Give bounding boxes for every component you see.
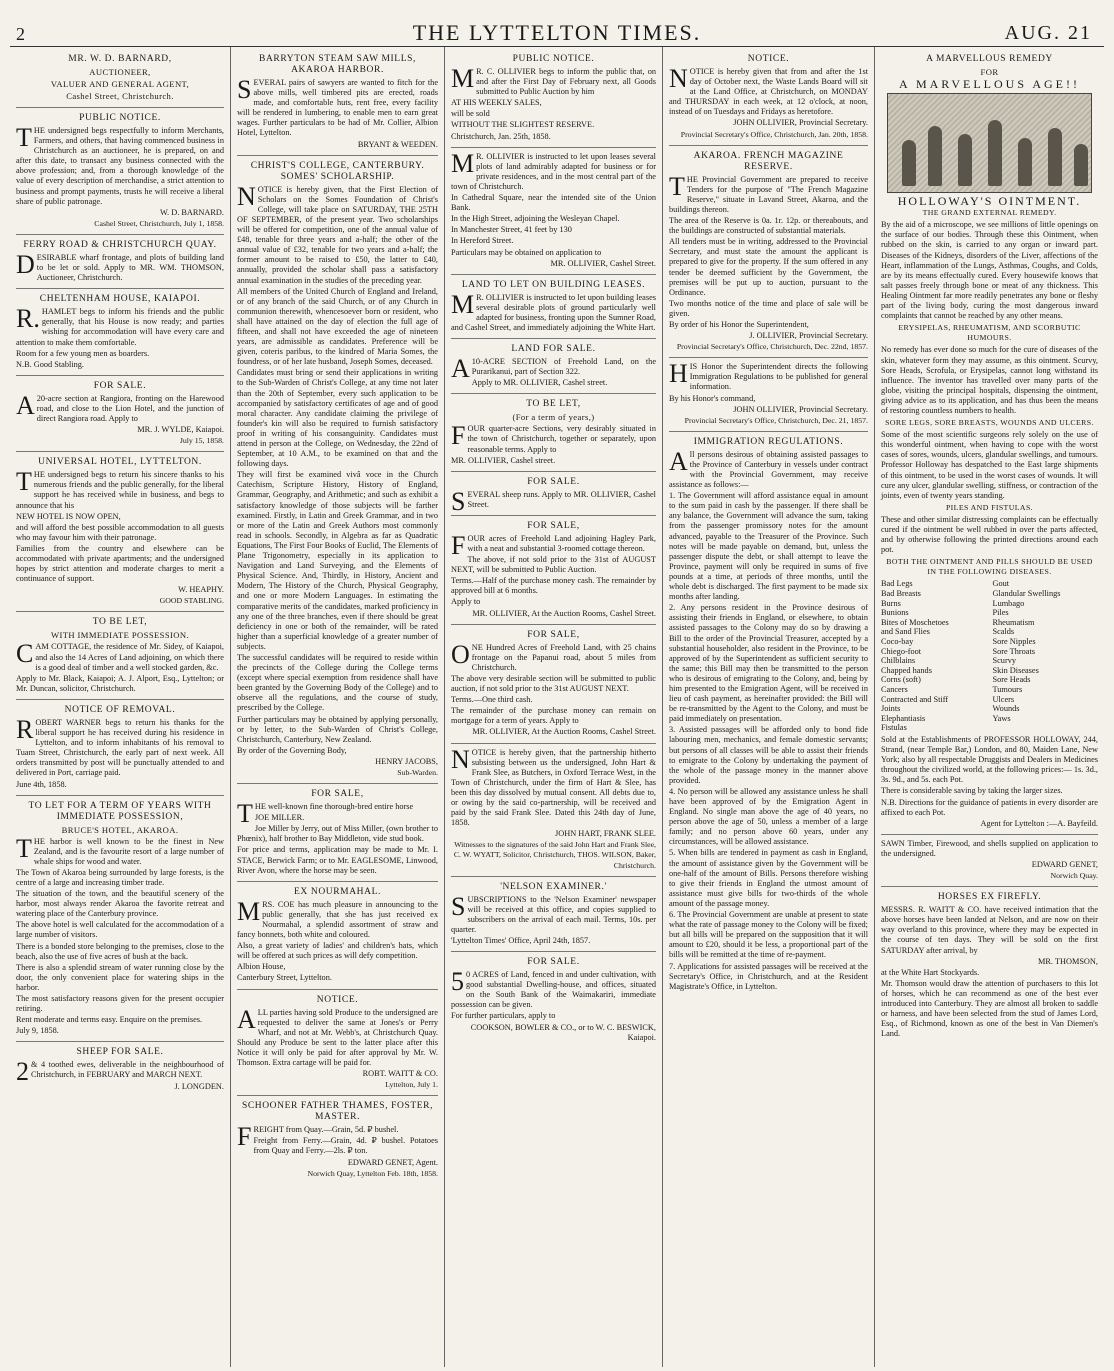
advertisement: [16, 612, 224, 699]
disease-item: Joints: [881, 704, 901, 714]
column-5: [875, 47, 1104, 1367]
ad-body: [669, 359, 868, 403]
ad-paragraph: N.B. Directions for the guidance of patients in every disorder are affixed to each Pot.: [881, 797, 1098, 817]
advertisement: [237, 882, 438, 990]
ad-paragraph: Also, a great variety of ladies' and children's hats, which will be offered at such prices as will defy competition.: [237, 941, 438, 961]
disease-item: Chilblains: [881, 656, 916, 666]
ad-paragraph: WITHOUT THE SLIGHTEST RESERVE.: [451, 120, 595, 130]
ad-paragraph: DESIRABLE wharf frontage, and plots of building land to be let or sold. Apply to MR. WM. THOMSON, Auctioneer, Christchurch.: [16, 249, 224, 283]
ad-line: Cashel Street, Christchurch.: [66, 91, 174, 101]
ad-body: [16, 639, 224, 693]
advertisement: [16, 49, 224, 108]
disease-item: Piles: [992, 608, 1009, 618]
disease-item: Chiego-foot: [881, 646, 922, 656]
ad-paragraph: 3. Assisted passages will be afforded only to bond fide labouring men, mechanics, and female domestic servants; but persons of all classes will be able to assist their friends to emigrate to the Colony by undertaking the payment of the whole of the passage money in the manner above provided.: [669, 725, 868, 785]
ad-paragraph: In Cathedral Square, near the intended site of the Union Bank.: [451, 193, 656, 213]
disease-item: Chapped hands: [881, 665, 932, 675]
ad-title: EX NOURMAHAL.: [294, 886, 381, 897]
ad-body: [16, 249, 224, 283]
ad-title: PUBLIC NOTICE.: [512, 54, 595, 64]
ad-paragraph: SEVERAL pairs of sawyers are wanted to fitch for the above mills, well timbered pits are erected, roads made, and comfortable huts, rent free, every facility will be rendered in lumbering, to enable men to earn great wages. Further particulars to be had of Mr. Collier, Albion Hotel, Lyttelton.: [237, 75, 438, 138]
disease-item: Skin Diseases: [992, 665, 1039, 675]
disease-item: and Sand Flies: [881, 627, 930, 637]
advertisement: [669, 146, 868, 359]
advertisement: [451, 952, 656, 1048]
signature-detail: GOOD STABLING.: [159, 596, 224, 606]
ad-paragraph: 'Lyttelton Times' Office, April 24th, 1857.: [451, 936, 591, 945]
ad-body: [451, 891, 656, 946]
ad-title: FOR SALE,: [311, 789, 364, 800]
newspaper-title: THE LYTTELTON TIMES.: [412, 20, 702, 45]
ad-paragraph: Families from the country and elsewhere can be accommodated with private apartments; and the undersigned hopes by strict attention and moderate charges to merit a continuance of support.: [16, 543, 224, 584]
ad-paragraph: The above very desirable section will be submitted to public auction, if not sold prior to the 31st AUGUST NEXT.: [451, 673, 656, 694]
ad-body: [451, 354, 656, 388]
advertisement: [16, 796, 224, 1043]
advertisement: [237, 1096, 438, 1183]
ad-body: [16, 304, 224, 370]
signature-detail: Lyttelton, July 1.: [385, 1080, 438, 1090]
ad-paragraph: Apply to Mr. Black, Kaiapoi; A. J. Alport, Esq., Lyttelton; or Mr. Duncan, solicitor, Christchurch.: [16, 673, 224, 693]
ad-body: [16, 833, 224, 1037]
ad-paragraph: ALL parties having sold Produce to the undersigned are requested to deliver the same at Jones's or Perry Wharf, and not at Mr. Webb's, at Christchurch Quay. Should any Produce be sent to the latter place after this Notice it will only be paid for after approval by Mr. W. Thomson. Extra cartage will be paid for.: [237, 1004, 438, 1067]
advertisement: [451, 472, 656, 516]
ad-paragraph: All persons desirous of obtaining assisted passages to the Province of Canterbury in vessels under contract with the Provincial Government, may receive assistance as follows:—: [669, 446, 868, 490]
horses-advert: [881, 887, 1098, 1044]
sawn-timber-advert: [881, 835, 1098, 887]
column-1: [10, 47, 231, 1367]
advertisement: [451, 394, 656, 471]
advertisement: [451, 625, 656, 744]
signature: JOHN OLLIVIER, Provincial Secretary.: [733, 118, 868, 128]
ad-body: [669, 171, 868, 330]
disease-item: Sore Throats: [992, 646, 1035, 656]
signature: EDWARD GENET, Agent.: [347, 1157, 438, 1167]
remedy-title: A MARVELLOUS REMEDY: [926, 54, 1053, 64]
ad-title: NOTICE.: [747, 54, 790, 64]
ad-paragraph: Apply to: [451, 597, 481, 607]
ad-paragraph: Two months notice of the time and place of sale will be given.: [669, 298, 868, 318]
ad-body: [451, 64, 656, 142]
column-4: [663, 47, 875, 1367]
ad-paragraph: THE undersigned begs respectfully to inform Merchants, Farmers, and others, that having commenced business in Christchurch as an auctioneer, he is prepared, on and after this date, to transact any business connected with the above profession; and, from a thorough knowledge of the value of every description of merchandise, a strict attention to business and prompt payments, trusts he will receive a liberal share of public patronage.: [16, 123, 224, 206]
advertisement: [16, 289, 224, 376]
ad-paragraph: HIS Honor the Superintendent directs the following Immigration Regulations to be published for general information.: [669, 359, 868, 392]
ad-body: [451, 148, 656, 258]
ad-paragraph: ROBERT WARNER begs to return his thanks for the liberal support he has received during his residence in Lyttelton, and to inform inhabitants of his removal to Tuam Street, Christchurch, the early part of next week. All orders transmitted by post will be punctually attended to and delivered in Port, carriage paid.: [16, 714, 224, 778]
advertisement: [16, 235, 224, 289]
ad-paragraph: SAWN Timber, Firewood, and shells supplied on application to the undersigned.: [881, 838, 1098, 858]
ad-line: AUCTIONEER,: [89, 67, 151, 77]
ad-paragraph: AT HIS WEEKLY SALES,: [451, 98, 542, 108]
advertisement: [669, 358, 868, 432]
ad-paragraph: will be sold: [451, 109, 490, 119]
ad-paragraph: All tenders must be in writing, addressed to the Provincial Secretary, and must state the amount the applicant is prepared to give for the property. If the sum offered in any tender be deemed sufficient by the Government, the premises will be put up to auction, pursuant to the Ordinance.: [669, 237, 868, 297]
signature-detail: Provincial Secretary's Office, Christchurch, Dec. 21, 1857.: [684, 415, 868, 425]
ad-title: LAND TO LET ON BUILDING LEASES.: [461, 279, 646, 290]
ad-paragraph: The Town of Akaroa being surrounded by large forests, is the centre of a large and increasing timber trade.: [16, 867, 224, 887]
ad-title: NOTICE.: [316, 994, 359, 1005]
ad-paragraph: and will afford the best possible accommodation to all guests who may favour him with their patronage.: [16, 522, 224, 542]
ad-body: [237, 75, 438, 139]
ad-paragraph: Rent moderate and terms easy. Enquire on the premises.: [16, 1015, 203, 1025]
advertisement: [669, 49, 868, 146]
ad-paragraph: THE undersigned begs to return his sincere thanks to his numerous friends and the public generally, for the liberal support he has received while in business, and begs to announce that his: [16, 467, 224, 510]
ad-body: [669, 64, 868, 117]
ad-subtitle: (For a term of years,): [512, 412, 595, 423]
ad-paragraph: FOUR quarter-acre Sections, very desirably situated in the town of Christchurch, together or separately, upon reasonable terms. Apply to: [451, 421, 656, 454]
ad-body: [451, 486, 656, 516]
ad-body: [451, 967, 656, 1021]
ad-paragraph: By order of his Honor the Superintendent,: [669, 319, 809, 329]
advertisement: [16, 108, 224, 235]
ad-paragraph: Candidates must bring or send their applications in writing to the Sub-Warden of Christ's College, at any time not later than the 20th of September, every such application to be accompanied by satisfactory certificates of age and of good moral character. Any candidate claiming the privilege of founder's kin will also be required to furnish satisfactory proof in writing of his consanguinity. Candidates must attend in person at the College, on Wednesday, the 22nd of September, at 10 A.M., to be examined on that and the following days.: [237, 368, 438, 469]
ad-title: CHELTENHAM HOUSE, KAIAPOI.: [39, 294, 201, 305]
ad-paragraph: Terms.—Half of the purchase money cash. The remainder by approved bill at 6 months.: [451, 576, 656, 596]
ad-title: MR. W. D. BARNARD,: [68, 54, 172, 64]
issue-date: AUG. 21: [1004, 22, 1092, 44]
disease-item: Sore Heads: [992, 675, 1031, 685]
signature: MR. J. WYLDE, Kaiapoi.: [137, 425, 224, 435]
ad-paragraph: Terms.—One third cash.: [451, 695, 533, 705]
signature-detail: Witnesses to the signatures of the said John Hart and Frank Slee, C. W. WYATT, Solicitor, Christchurch, THOS. WILSON, Baker, Christchurch.: [453, 840, 656, 870]
signature: W. HEAPHY.: [178, 585, 224, 595]
ad-body: [237, 896, 438, 984]
masthead: [10, 14, 1104, 47]
advertisement: [237, 156, 438, 784]
ad-paragraph: Further particulars may be obtained by applying personally, or by letter, to the Sub-Warden of Christ's College, Christchurch, Canterbury, New Zealand.: [237, 714, 438, 744]
disease-item: Scalds: [992, 627, 1015, 637]
engraving-illustration: [887, 93, 1092, 193]
ad-paragraph: NOTICE is hereby given, that the partnership hitherto subsisting between us the undersigned, John Hart & Frank Slee, as Butchers, in Oxford Terrace West, in the Town of Christchurch, under the firm of Hart & Slee, has been this day dissolved by mutual consent. All debts due to, or owing by the said co-partnership, will be received and paid by the said Frank Slee. Dated this 24th day of June, 1858.: [451, 744, 656, 828]
signature-detail: Norwich Quay, Lyttelton Feb. 18th, 1858.: [307, 1168, 438, 1178]
disease-item: Wounds: [992, 704, 1020, 714]
advertisement: [451, 275, 656, 339]
signature-detail: Cashel Street, Christchurch, July 1, 1858.: [94, 218, 224, 228]
signature-detail: Provincial Secretary's Office, Christchurch, Jan. 20th, 1858.: [680, 129, 868, 139]
disease-item: Tumours: [992, 685, 1023, 694]
remedy-age: A MARVELLOUS AGE!!: [898, 77, 1081, 91]
disease-item: Yaws: [992, 713, 1011, 723]
ad-paragraph: There is a bonded store belonging to the premises, close to the beach, also the use of five acres of bush at the back.: [16, 941, 224, 961]
subheading: SORE LEGS, SORE BREASTS, WOUNDS AND ULCERS.: [885, 418, 1094, 428]
disease-item: Cancers: [881, 685, 908, 694]
ad-title: CHRIST'S COLLEGE, CANTERBURY. SOMES' SCHOLARSHIP.: [250, 160, 425, 182]
ad-paragraph: July 9, 1858.: [16, 1026, 59, 1036]
ad-body: [451, 530, 656, 608]
ad-title: FOR SALE.: [93, 380, 147, 391]
ad-paragraph: Room for a few young men as boarders.: [16, 348, 150, 358]
remedy-for: FOR: [980, 67, 999, 77]
ad-body: [669, 446, 868, 992]
ad-paragraph: THE well-known fine thorough-bred entire horse: [237, 799, 414, 829]
signature: JOHN HART, FRANK SLEE.: [555, 829, 656, 839]
ad-paragraph: ONE Hundred Acres of Freehold Land, with 25 chains frontage on the Papanui road, about 5 miles from Christchurch.: [451, 639, 656, 672]
signature: HENRY JACOBS,: [375, 756, 438, 766]
ad-body: [16, 467, 224, 584]
disease-item: Bites of Moschetoes: [881, 617, 949, 627]
ad-paragraph: No remedy has ever done so much for the cure of diseases of the skin, whatever form they may assume, as this ointment. Scurvy, Sore Heads, Scrofula, or Erysipelas, cannot long withstand its influence. The inventor has travelled over many parts of the globe, visiting the principal hospitals, dispensing the ointment, giving advice as to its application, and has thus been the means of restoring countless numbers to health.: [881, 345, 1098, 415]
ad-body: [16, 714, 224, 790]
ad-body: [237, 181, 438, 756]
signature: MR. OLLIVIER, At the Auction Rooms, Cashel Street.: [472, 608, 656, 618]
signature: J. OLLIVIER, Provincial Secretary.: [749, 331, 868, 341]
holloway-ointment-title: HOLLOWAY'S OINTMENT.: [897, 194, 1082, 209]
page-number: 2: [16, 24, 25, 44]
ad-paragraph: The successful candidates will be required to reside within the precincts of the College during the College terms (except where special exemption from residence shall have been granted by the Governing Body of the College) and to observe all the regulations, and the course of study, prescribed by the College.: [237, 652, 438, 713]
ad-paragraph: In Hereford Street.: [451, 236, 514, 246]
advertisement: [237, 990, 438, 1097]
ad-paragraph: NOTICE is hereby given, that the First Election of Scholars on the Somes Foundation of Christ's College, will take place on SATURDAY, THE 25TH OF SEPTEMBER, of the present year. Two scholarships will be offered for competition, one of the annual value of £48, tenable for three years and a-half; the other of the annual value of £32, tenable for two years and a-half; the former amount to be raised to £50, the latter to £40, annually, provided the scholar shall pass a satisfactory annual examination in the studies of the preceding year.: [237, 181, 438, 285]
columns: [10, 47, 1104, 1367]
ad-title: 'NELSON EXAMINER.': [500, 881, 607, 892]
signature: MR. OLLIVIER, Cashel Street.: [550, 258, 656, 268]
ad-title: TO LET FOR A TERM OF YEARS WITH IMMEDIATE POSSESSION,: [28, 800, 212, 822]
ad-paragraph: R.HAMLET begs to inform his friends and the public generally, that his House is now ready; and parties wishing for accommodation will have every care and attention to make them comfortable.: [16, 304, 224, 347]
disease-item: Fistulas: [881, 723, 907, 733]
disease-item: Lumbago: [992, 598, 1025, 608]
agent-line: Agent for Lyttelton :—A. Bayfeild.: [980, 818, 1098, 828]
advertisement: [16, 1042, 224, 1096]
signature: COOKSON, BOWLER & CO., or to W. C. BESWICK, Kaiapoi.: [470, 1022, 656, 1042]
ad-subtitle: BRUCE'S HOTEL, AKAROA.: [61, 824, 179, 835]
disease-list-right: [993, 579, 1099, 733]
ad-paragraph: CAM COTTAGE, the residence of Mr. Sidey, of Kaiapoi, and also the 14 Acres of Land adjoining, on which there is a good deal of timber and a well stocked garden, &c.: [16, 639, 224, 672]
ad-paragraph: 2. Any persons resident in the Province desirous of assisting their friends in England, or elsewhere, to obtain assisted passages to the Colony may do so by drawing a Bill to the order of the Provincial Treasurer, accepted by a substantial householder, also resident in the Province, to be approved of by the Superintendent as sufficient security to the same; this Bill may then be transmitted to the person who is desirous of emigrating to the Colony, and, being by him presented to the Emigration Agent, will be received in lieu of cash payment, as hereinafter provided: the Bill will be re-transmitted by the Agent to the Colony, and must be paid immediately on presentation.: [669, 603, 868, 724]
ad-subtitle: WITH IMMEDIATE POSSESSION.: [50, 630, 190, 641]
ad-paragraph: Some of the most scientific surgeons rely solely on the use of this wonderful ointment, when having to cope with the worst cases of sores, wounds, ulcers, glandular swellings, and tumours. Professor Holloway has despatched to the East large shipments of this ointment, to be used in the worst cases of wounds. It will cure any ulcer, glandular swelling, stiffness, or contraction of the joints, even of twenty years standing.: [881, 430, 1098, 500]
disease-list-left: [881, 579, 987, 733]
ad-paragraph: MR. OLLIVIER, Cashel street.: [451, 455, 556, 465]
ad-paragraph: Apply to MR. OLLIVIER, Cashel street.: [471, 378, 608, 388]
advertisement: [669, 432, 868, 997]
disease-list: [881, 579, 1098, 733]
ad-paragraph: MRS. COE has much pleasure in announcing to the public generally, that she has just received ex Nourmahal, a splendid assortment of straw and fancy bonnets, both white and coloured.: [237, 896, 438, 940]
ad-body: [16, 123, 224, 207]
signature: J. LONGDEN.: [174, 1081, 224, 1091]
ad-title: FOR SALE,: [527, 520, 580, 531]
signature-detail: Norwich Quay.: [1050, 871, 1098, 881]
signature: JOHN OLLIVIER, Provincial Secretary.: [733, 404, 868, 414]
signature-detail: July 15, 1858.: [179, 436, 224, 446]
ad-title: SCHOONER FATHER THAMES, FOSTER, MASTER.: [241, 1101, 434, 1123]
grand-remedy: THE GRAND EXTERNAL REMEDY.: [922, 208, 1057, 218]
ad-paragraph: There is also a splendid stream of water running close by the door, the only convenient place for watering ships in the harbor.: [16, 962, 224, 992]
holloway-advert: [881, 49, 1098, 835]
subheading: ERYSIPELAS, RHEUMATISM, AND SCORBUTIC HUMOURS.: [898, 323, 1081, 343]
ad-paragraph: In Manchester Street, 41 feet by 130: [451, 225, 572, 235]
disease-item: Scurvy: [992, 656, 1017, 666]
ad-paragraph: A20-acre section at Rangiora, fronting on the Harewood road, and close to the Lion Hotel, and the junction of direct Rangiora road. Apply to: [16, 390, 224, 423]
ad-paragraph: Joe Miller by Jerry, out of Miss Miller, (own brother to Phœnix), half brother to Bay Middleton, vide stud book.: [237, 824, 438, 844]
ad-paragraph: Albion House,: [237, 962, 286, 972]
ad-paragraph: The above hotel is well calculated for the accommodation of a large number of visitors.: [16, 920, 224, 940]
ad-paragraph: For price and terms, application may be made to Mr. I. STACE, Berwick Farm; or to Mr. EAGLESOME, Linwood, River Avon, where the horse may be seen.: [237, 845, 438, 875]
advertisement: [451, 744, 656, 877]
signature: EDWARD GENET,: [1031, 860, 1098, 869]
disease-item: Contracted and Stiff: [881, 694, 949, 704]
ad-paragraph: 50 ACRES of Land, fenced in and under cultivation, with good substantial Dwelling-house, and offices, situated on the South Bank of the Waimakariri, immediate possession can be given.: [451, 967, 656, 1010]
ad-paragraph: By his Honor's command,: [669, 393, 756, 403]
signature: MR. THOMSON,: [1037, 956, 1098, 966]
ad-paragraph: They will first be examined vivâ voce in the Church Catechism, Scripture History, History of England, Grammar, Geography, and Arithmetic; and such as exhibit a satisfactory knowledge of those subjects will be farther examined. Firstly, in Latin and Greek Grammar, and in two or more of the Latin and Greek Authors most commonly read in schools. Secondly, in Algebra as far as Quadratic Equations, The First Four Books of Euclid, The Elements of Plane Trigonometry, especially in its application to Navigation and Land Surveying, and the Elements of Physical Science. And, Thirdly, in History, Ancient and Modern, The History of the Church, Physical Geography, and one or more Modern Languages. In estimating the comparative merits of the candidates, marked proficiency in any one of the three branches, even if there should be great deficiency in one or both of the remainder, will be rated higher than a superficial knowledge of a greater number of subjects.: [237, 470, 438, 651]
ad-paragraph: N.B. Good Stabling.: [16, 359, 84, 369]
column-3: [445, 47, 663, 1367]
advertisement: [451, 148, 656, 275]
advertisement: [237, 49, 438, 156]
disease-item: Elephantiasis: [881, 713, 926, 723]
ad-paragraph: 4. No person will be allowed any assistance unless he shall have been approved of by the Emigration Agent in England. No single man above the age of 40 years, no person above the age of 50, unless a member of a large family; and no person above 60 years, under any circumstances, will be allowed assistance.: [669, 786, 868, 847]
disease-item: Bad Breasts: [881, 589, 921, 599]
disease-item: Glandular Swellings: [992, 589, 1061, 599]
ad-body: [451, 421, 656, 465]
ad-paragraph: Canterbury Street, Lyttelton.: [237, 973, 332, 983]
advertisement: [16, 452, 224, 612]
subheading: BOTH THE OINTMENT AND PILLS SHOULD BE USED IN THE FOLLOWING DISEASES.: [886, 557, 1093, 577]
ad-body: [451, 289, 656, 333]
ad-title: PUBLIC NOTICE.: [79, 113, 161, 123]
ad-paragraph: The most satisfactory reasons given for the present occupier retiring.: [16, 994, 224, 1014]
ad-title: IMMIGRATION REGULATIONS.: [693, 436, 844, 447]
advertisement: [451, 516, 656, 625]
ad-paragraph: 2& 4 toothed ewes, deliverable in the neighbourhood of Christchurch, in FEBRUARY and MARCH NEXT.: [16, 1057, 224, 1087]
ad-paragraph: These and other similar distressing complaints can be effectually cured if the ointment be well rubbed in over the parts affected, and by otherwise following the printed directions around each pot.: [881, 514, 1098, 555]
ad-title: TO BE LET,: [92, 617, 148, 628]
ad-body: [451, 639, 656, 727]
ad-title: HORSES EX FIREFLY.: [937, 892, 1042, 903]
ad-paragraph: There is considerable saving by taking the larger sizes.: [881, 786, 1063, 796]
ad-paragraph: Sold at the Establishments of PROFESSOR HOLLOWAY, 244, Strand, (near Temple Bar,) London, and 80, Maiden Lane, New York; also by all respectable Druggists and Dealers in Medicines throughout the civilized world, at the following prices:— 1s. 3d., 3s. 9d., and 5s. each Pot.: [881, 734, 1098, 785]
disease-item: Ulcers: [992, 694, 1015, 704]
ad-paragraph: Particulars may be obtained on application to: [451, 247, 602, 257]
ad-paragraph: The above, if not sold prior to the 31st of AUGUST NEXT, will be submitted to Public Auction.: [451, 555, 656, 575]
ad-paragraph: FREIGHT from Quay.—Grain, 5d. ₽ bushel.: [237, 1122, 399, 1152]
ad-body: [451, 744, 656, 829]
ad-paragraph: The area of the Reserve is 0a. 1r. 12p. or thereabouts, and the buildings are constructed of substantial materials.: [669, 216, 868, 236]
ad-title: SHEEP FOR SALE.: [76, 1047, 164, 1058]
ad-paragraph: NOTICE is hereby given that from and after the 1st day of October next, the Waste Lands Board will sit at the Land Office, at Christchurch, on MONDAY and THURSDAY in each week, at 12 o'clock, at noon, instead of on Tuesdays and Fridays as heretofore.: [669, 64, 868, 117]
ad-paragraph: at the White Hart Stockyards.: [881, 967, 980, 977]
ad-paragraph: 7. Applications for assisted passages will be received at the Secretary's Office, in Christchurch, and at the Resident Magistrate's Office, in Lyttelton.: [669, 961, 868, 991]
ad-paragraph: THE harbor is well known to be the finest in New Zealand, and is the favourite resort of a large number of whale ships for wood and water.: [16, 833, 224, 866]
ad-paragraph: 5. When bills are tendered in payment as cash in England, the amount of assistance given by the Government will be one-half of the amount of Bills. Persons therefore wishing to give their friends in England the utmost amount of assistance must give bills for two-thirds of the whole amount of the passage money.: [669, 848, 868, 908]
ad-paragraph: THE Provincial Government are prepared to receive Tenders for the purpose of "The French Magazine Reserve," situate in Lavand Street, Akaroa, and the buildings thereon.: [669, 171, 868, 214]
ad-paragraph: MR. OLLIVIER is instructed to let upon building leases several desirable plots of ground particularly well adapted for business, fronting upon the Sumner Road, and Cashel Street, and immediately adjoining the White Hart.: [451, 289, 656, 332]
ad-paragraph: All members of the United Church of England and Ireland, or of any branch of the said Church, or of any Church in communion therewith, whencesoever born or resident, who shall have attained on the day of election the full age of fifteen, and shall not have exceeded the age of nineteen years, are admissible as candidates. Preference will be given, coteris paribus, to the kindred of Maria Somes, the foundress, or of her late husband, Joseph Somes, deceased.: [237, 286, 438, 367]
signature: ROBT. WAITT & CO.: [362, 1069, 438, 1079]
advertisement: [16, 376, 224, 452]
signature-detail: Provincial Secretary's Office, Christchurch, Dec. 22nd, 1857.: [676, 342, 868, 352]
ad-body: [237, 799, 438, 876]
ad-title: FOR SALE,: [527, 629, 580, 640]
disease-item: Coco-bay: [881, 637, 914, 647]
disease-item: Corns (soft): [881, 675, 921, 685]
ad-title: FOR SALE.: [527, 476, 580, 487]
signature: MR. OLLIVIER, At the Auction Rooms, Cashel Street.: [472, 727, 656, 737]
ad-paragraph: Freight from Ferry.—Grain, 4d. ₽ bushel. Potatoes from Quay and Ferry.—2ls. ₽ ton.: [253, 1136, 438, 1156]
ad-paragraph: In the High Street, adjoining the Wesleyan Chapel.: [451, 214, 620, 224]
disease-item: Rheumatism: [992, 617, 1035, 627]
ad-paragraph: SEVERAL sheep runs. Apply to MR. OLLIVIER, Cashel Street.: [451, 486, 656, 516]
advertisement: [16, 700, 224, 796]
ad-paragraph: JOE MILLER.: [254, 813, 305, 823]
ad-paragraph: By the aid of a microscope, we see millions of little openings on the surface of our bodies. Through these this Ointment, when rubbed on the skin, is carried to any organ or inward part. Diseases of the Kidneys, disorders of the Liver, affections of the Heart, inflammation of the Lungs, Asthmas, Coughs, and Colds, are by its means effectually cured. Every housewife knows that salt passes freely through bone or meat of any thickness. This Healing Ointment far more readily penetrates any bone or fleshy part of the living body, curing the most dangerous inward complaints that cannot be reached by any other means.: [881, 220, 1098, 321]
ad-paragraph: 1. The Government will afford assistance equal in amount to the sum paid in cash by the passenger. If there shall be any balance, the Government will advance the sum, taking from the passenger promissory notes for the amount advanced, payable to the Treasurer of the Province. Such notes will be made payable on demand, but, unless the passenger dispute the debt, or shall attempt to leave the Province, payment will only be required in sums of five pounds at a time, at periods of three months, until the whole debt is discharged. The first payment to be made six months after landing.: [669, 491, 868, 602]
ad-title: TO BE LET,: [526, 399, 581, 410]
disease-item: Bunions: [881, 608, 909, 618]
ad-paragraph: MR. C. OLLIVIER begs to inform the public that, on and after the First Day of February next, all Goods submitted to Public Auction by him: [451, 64, 656, 97]
ad-paragraph: MR. OLLIVIER is instructed to let upon leases several plots of land admirably adapted for business or for private residences, and in the most central part of the town of Christchurch.: [451, 148, 656, 191]
ad-paragraph: The remainder of the purchase money can remain on mortgage for a term of years. Apply to: [451, 706, 656, 726]
ad-body: [237, 1004, 438, 1069]
ad-title: FOR SALE.: [527, 957, 580, 968]
ad-body: [16, 390, 224, 424]
ad-paragraph: Mr. Thomson would draw the attention of purchasers to this lot of horses, which he can recommend as one of the best ever introduced into Canterbury. They are almost all broken to saddle or harness, and have been selected from the stud of James Lord, Esq., of Richmond, known as one of the best in Van Diemen's Land.: [881, 978, 1098, 1039]
ad-title: AKAROA. FRENCH MAGAZINE RESERVE.: [693, 150, 844, 172]
column-2: [231, 47, 445, 1367]
subheading: PILES AND FISTULAS.: [945, 502, 1034, 512]
ad-paragraph: FOUR acres of Freehold Land adjoining Hagley Park, with a neat and substantial 3-roomed cottage thereon.: [451, 530, 656, 560]
ad-title: LAND FOR SALE.: [511, 344, 596, 355]
ad-paragraph: 6. The Provincial Government are unable at present to state what the rate of passage money to the Colony will be fixed; but all bills will be prepared on the supposition that it will amount to £20, should it be less, a proportional part of the bills will be remitted at the time of re-payment.: [669, 910, 868, 960]
advertisement: [451, 339, 656, 394]
ad-title: FERRY ROAD & CHRISTCHURCH QUAY.: [23, 239, 217, 250]
signature: BRYANT & WEEDEN.: [357, 139, 438, 149]
ad-paragraph: June 4th, 1858.: [16, 779, 67, 789]
disease-item: Bad Legs: [881, 579, 913, 589]
ad-line: VALUER AND GENERAL AGENT,: [50, 79, 190, 89]
advertisement: [451, 49, 656, 148]
ad-title: BARRYTON STEAM SAW MILLS, AKAROA HARBOR.: [259, 54, 416, 75]
signature: W. D. BARNARD.: [159, 207, 224, 217]
ad-paragraph: NEW HOTEL IS NOW OPEN,: [16, 511, 121, 521]
ad-title: UNIVERSAL HOTEL, LYTTELTON.: [38, 457, 202, 468]
ad-paragraph: MESSRS. R. WAITT & CO. have received intimation that the above horses have been landed at Nelson, and are now on their way overland to this province, where they may be expected in the course of ten days. They will be sold on the first SATURDAY after arrival, by: [881, 905, 1098, 955]
ad-paragraph: For further particulars, apply to: [451, 1011, 556, 1021]
disease-item: Burns: [881, 598, 901, 608]
disease-item: Sore Nipples: [992, 637, 1036, 647]
ad-paragraph: By order of the Governing Body,: [237, 745, 347, 755]
ad-paragraph: A10-ACRE SECTION of Freehold Land, on the Purarikanui, part of Section 322.: [451, 354, 656, 384]
ad-paragraph: SUBSCRIPTIONS to the 'Nelson Examiner' newspaper will be received at this office, and copies supplied to subscribers on the arrival of each mail. Terms, 10s. per quarter.: [451, 891, 656, 934]
advertisement: [451, 877, 656, 952]
advertisement: [237, 784, 438, 882]
ad-paragraph: The situation of the town, and the beautiful scenery of the harbor, most always render Akaroa the favorite retreat and watering place of the Canterbury province.: [16, 889, 224, 919]
ad-body: [237, 1122, 438, 1156]
ad-title: NOTICE OF REMOVAL.: [64, 704, 176, 715]
signature-detail: Sub-Warden.: [397, 768, 438, 777]
ad-paragraph: Christchurch, Jan. 25th, 1858.: [451, 131, 551, 141]
disease-item: Gout: [992, 579, 1010, 589]
